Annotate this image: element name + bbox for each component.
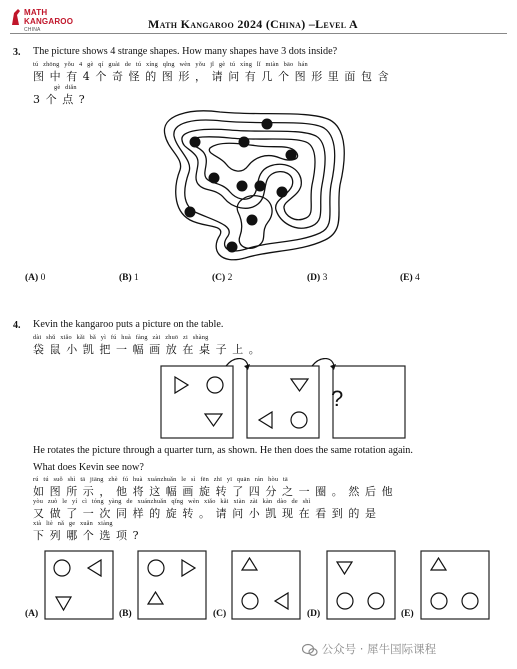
q4-english-text3: What does Kevin see now? (33, 462, 144, 473)
logo (24, 8, 73, 35)
dot (190, 137, 201, 148)
inner-shape-outline (209, 143, 297, 171)
q4-chinese-line1: 袋鼠小凯把一幅画放在桌子上。 (33, 343, 266, 356)
q3-option-b[interactable]: (B) 1 (119, 273, 139, 283)
logo-line2: KANGAROO (24, 17, 74, 26)
dot (247, 215, 258, 226)
q4-pinyin-line3: yòu zuò le yí cì tóng yàng de xuánzhuǎn qǐng wèn xiǎo kǎi xiàn zài kàn dào de shì (33, 498, 311, 505)
q4-option-b[interactable]: (B) (119, 609, 132, 619)
logo-line3: CHINA (24, 27, 41, 33)
q3-option-e[interactable]: (E) 4 (400, 273, 420, 283)
page-header-title: Math Kangaroo 2024 (China) –Level A (148, 17, 359, 31)
q4-answer-figures (44, 548, 494, 626)
q4-number: 4. (13, 320, 21, 331)
dot (185, 207, 196, 218)
strange-shapes-figure (150, 100, 360, 270)
q4-english-text1: Kevin the kangaroo puts a picture on the table. (33, 319, 224, 330)
q3-option-c[interactable]: (C) 2 (212, 273, 233, 283)
dot (239, 137, 250, 148)
dot (227, 242, 238, 253)
q4-chinese-line4: 下列哪个选项? (33, 529, 145, 542)
q4-option-a[interactable]: (A) (25, 609, 39, 619)
q4-pinyin-line4: xià liè nǎ ge xuǎn xiàng (33, 520, 113, 527)
wechat-icon (302, 643, 318, 657)
watermark-text: 公众号 · 犀牛国际课程 (321, 642, 437, 656)
question-mark: ? (331, 386, 344, 411)
dot (277, 187, 288, 198)
q3-pinyin-line1: tú zhōng yǒu 4 gè qí guài de tú xíng qǐng wèn yǒu jǐ gè tú xíng lǐ miàn bāo hán (33, 61, 308, 68)
dot (255, 181, 266, 192)
q3-pinyin-line2: gè diǎn (54, 84, 77, 91)
q3-number: 3. (13, 47, 21, 58)
kangaroo-logo-icon (10, 7, 22, 27)
q4-option-d[interactable]: (D) (307, 609, 321, 619)
q3-chinese-line1: 图中有4个奇怪的图形，请问有几个图形里面包含 (33, 70, 395, 83)
q3-chinese-line2: 3个点? (33, 93, 91, 106)
dot (237, 181, 248, 192)
outer-shape-outline (164, 111, 344, 260)
q4-chinese-line2: 如图所示，他将这幅画旋转了四分之一圈。然后他 (33, 485, 399, 498)
dot (286, 150, 297, 161)
header-divider (10, 33, 507, 34)
q4-english-text2: He rotates the picture through a quarter turn, as shown. He then does the same rotation again. (33, 445, 413, 456)
q3-option-a[interactable]: (A) 0 (25, 273, 46, 283)
middle-shape-outline (182, 129, 325, 228)
rotation-sequence-figure (160, 358, 430, 440)
dot (262, 119, 273, 130)
q4-option-e[interactable]: (E) (401, 609, 414, 619)
dot (209, 173, 220, 184)
q3-option-d[interactable]: (D) 3 (307, 273, 328, 283)
logo-line1: MATH (24, 8, 48, 17)
q3-english-text: The picture shows 4 strange shapes. How many shapes have 3 dots inside? (33, 46, 338, 57)
watermark (302, 641, 436, 657)
q4-option-c[interactable]: (C) (213, 609, 227, 619)
q4-pinyin-line1: dài shǔ xiǎo kǎi bǎ yì fú huà fàng zài zhuō zi shàng (33, 334, 209, 341)
q4-chinese-line3: 又做了一次同样的旋转。请问小凯现在看到的是 (33, 507, 382, 520)
q4-pinyin-line2: rú tú suǒ shì tā jiāng zhè fú huà xuánzhuǎn le sì fēn zhī yī quān rán hòu tā (33, 476, 288, 483)
